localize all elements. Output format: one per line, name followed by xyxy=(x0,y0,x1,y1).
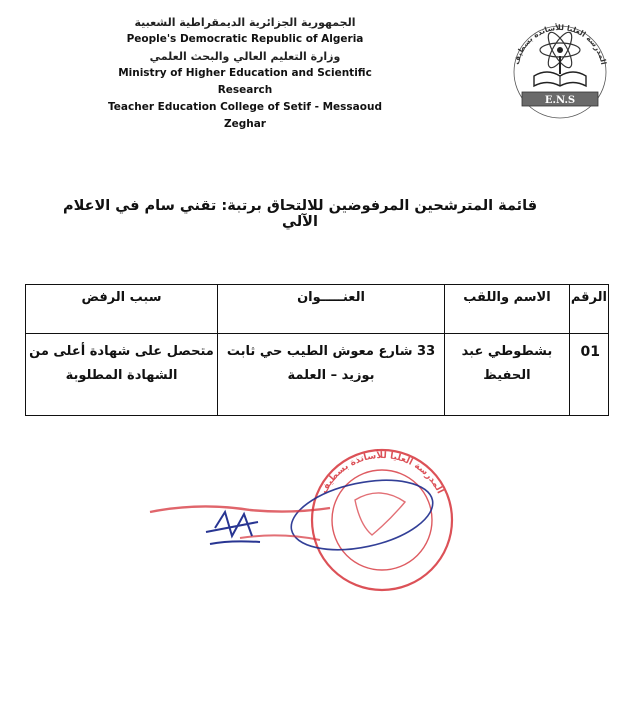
ens-logo xyxy=(508,10,612,122)
book-atom-logo-icon xyxy=(508,10,612,122)
header-ministry-ar: وزارة التعليم العالي والبحث العلمي xyxy=(149,50,341,63)
page-title: قائمة المترشحين المرفوضين للالتحاق برتبة: تقني سام في الاعلام الآلي xyxy=(62,198,538,230)
cell-name: بشطوطي عبد الحفيظ xyxy=(445,334,570,416)
signature-and-stamp xyxy=(140,440,470,600)
table-row xyxy=(26,334,609,416)
col-header-num: الرقم xyxy=(569,285,608,334)
cell-reason xyxy=(26,334,218,416)
col-header-reason: سبب الرفض xyxy=(26,285,218,334)
header-college-en: Teacher Education College of Setif - Messaoud Zeghar xyxy=(108,101,382,130)
address-line-2: بوزيد – العلمة xyxy=(287,368,375,383)
header-republic-en: People's Democratic Republic of Algeria xyxy=(126,33,364,45)
col-header-name: الاسم واللقب xyxy=(445,285,570,334)
logo-band-text: E.N.S xyxy=(544,95,576,106)
header-republic-ar: الجمهورية الجزائرية الديمقراطية الشعبية xyxy=(134,16,356,29)
institution-header xyxy=(100,14,390,133)
col-header-address: العنـــــوان xyxy=(217,285,444,334)
rejected-candidates-table xyxy=(25,284,609,416)
cell-num: 01 xyxy=(569,334,608,416)
address-line-1: 33 شارع معوش الطيب حي ثابت xyxy=(226,344,436,359)
header-ministry-en: Ministry of Higher Education and Scientific Research xyxy=(118,67,372,96)
official-stamp-icon xyxy=(140,440,470,600)
reason-line-1: متحصل على شهادة أعلى من xyxy=(29,344,214,359)
stamp-arc-text: المدرسة العليا للأساتذة بسطيف xyxy=(319,450,445,496)
table-header-row xyxy=(26,285,609,334)
reason-line-2: الشهادة المطلوبة xyxy=(65,368,178,383)
logo-arc-text: المدرسة العليا للأساتذة بسطيف xyxy=(511,22,609,66)
cell-address xyxy=(217,334,444,416)
